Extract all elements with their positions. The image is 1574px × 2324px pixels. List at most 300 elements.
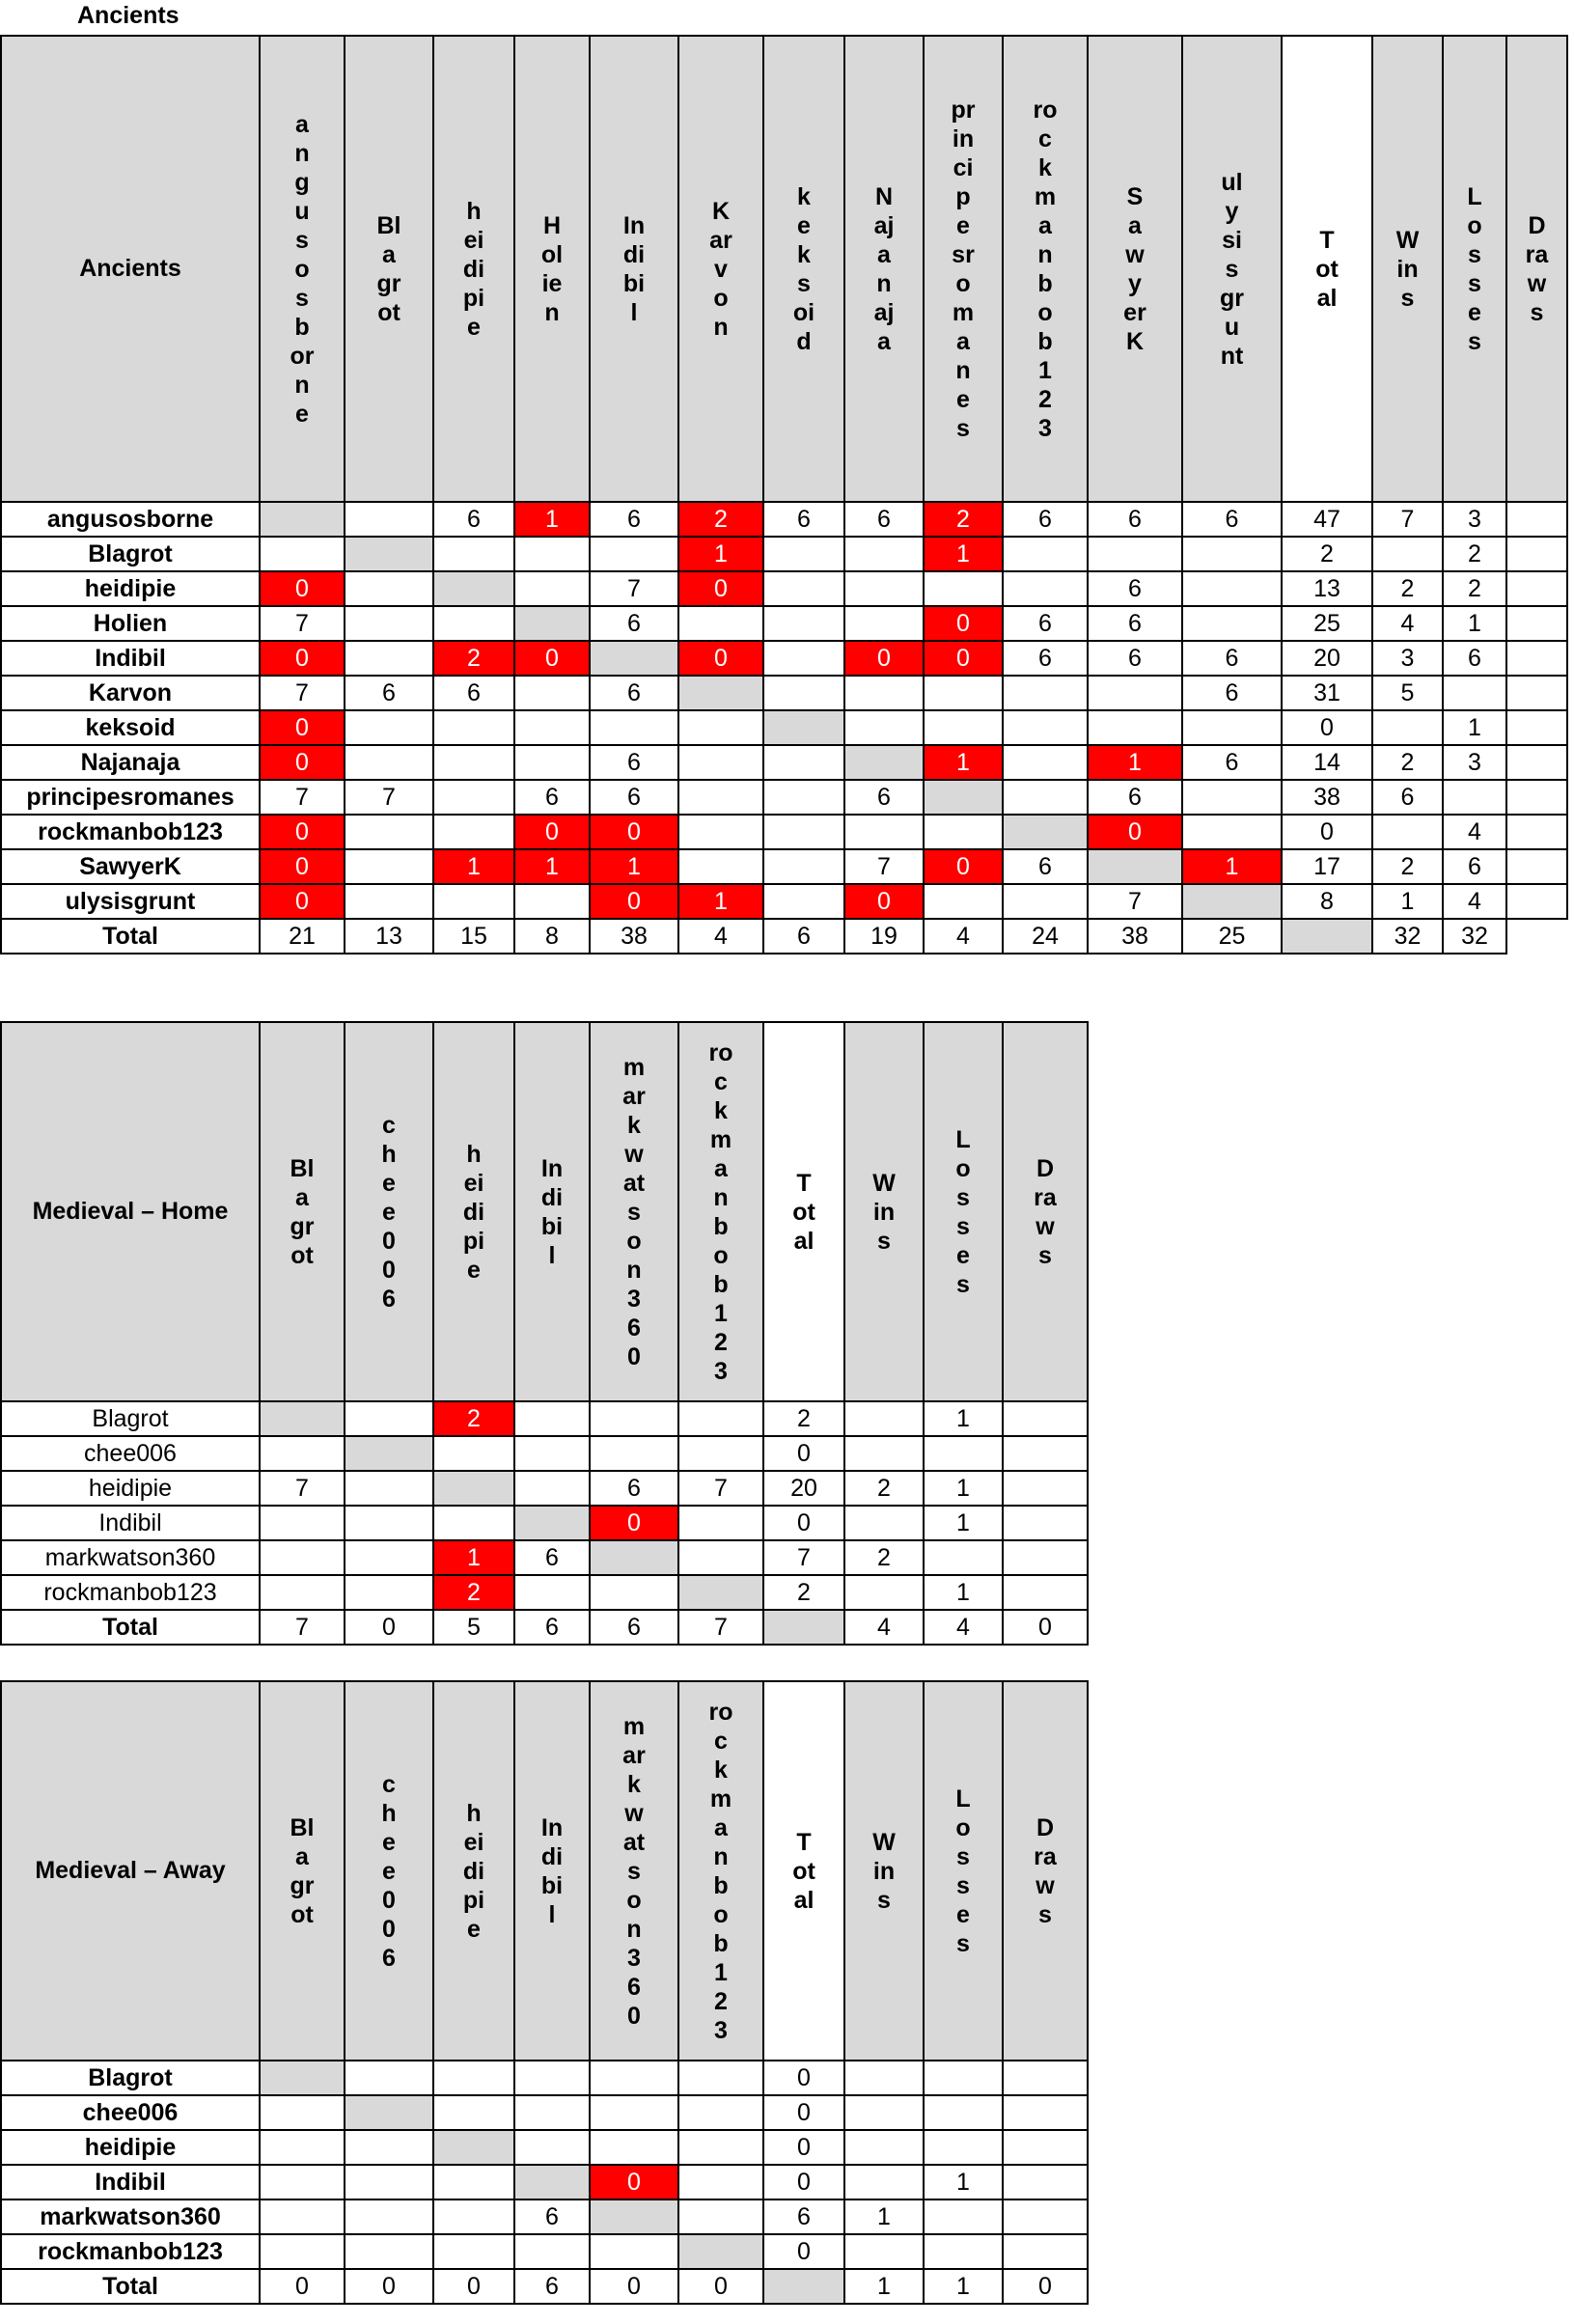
total-cell: 0 bbox=[763, 1436, 844, 1471]
losses-cell: 3 bbox=[1443, 502, 1506, 537]
score-cell bbox=[924, 815, 1003, 849]
score-cell bbox=[844, 571, 924, 606]
losses-cell bbox=[924, 1540, 1003, 1575]
draws-cell bbox=[1003, 1471, 1088, 1506]
column-total-cell: 32 bbox=[1372, 919, 1443, 954]
column-total-cell: 25 bbox=[1182, 919, 1282, 954]
col-header-label: Draws bbox=[1034, 1154, 1057, 1269]
row-player-name: Holien bbox=[1, 606, 260, 641]
score-cell bbox=[844, 676, 924, 710]
total-cell: 0 bbox=[763, 2234, 844, 2269]
col-header-label: Total bbox=[1315, 226, 1339, 312]
score-cell: 7 bbox=[345, 780, 433, 815]
table-row bbox=[1, 745, 1567, 780]
col-header-losses bbox=[924, 1022, 1003, 1401]
score-cell bbox=[1003, 537, 1088, 571]
table-title: Medieval – Home bbox=[1, 1022, 260, 1401]
draws-cell bbox=[1506, 745, 1567, 780]
score-cell: 2 bbox=[433, 641, 514, 676]
score-cell bbox=[433, 606, 514, 641]
score-cell: 0 bbox=[260, 710, 345, 745]
col-header-label: Wins bbox=[872, 1828, 896, 1914]
score-cell: 0 bbox=[260, 571, 345, 606]
col-header-losses bbox=[924, 1681, 1003, 2061]
col-header-label: Draws bbox=[1034, 1813, 1057, 1928]
score-cell: 6 bbox=[1003, 641, 1088, 676]
score-cell: 6 bbox=[1088, 502, 1182, 537]
col-header-wins bbox=[844, 1022, 924, 1401]
totals-row bbox=[1, 2269, 1088, 2304]
score-cell: 0 bbox=[590, 1506, 678, 1540]
wins-cell: 6 bbox=[1372, 780, 1443, 815]
totals-row bbox=[1, 1610, 1088, 1645]
score-cell bbox=[678, 2200, 763, 2234]
score-cell: 1 bbox=[590, 849, 678, 884]
wins-cell bbox=[844, 1401, 924, 1436]
col-header bbox=[345, 1022, 433, 1401]
score-cell bbox=[1003, 780, 1088, 815]
score-cell bbox=[678, 815, 763, 849]
total-cell: 7 bbox=[763, 1540, 844, 1575]
col-header bbox=[590, 1681, 678, 2061]
score-cell bbox=[590, 710, 678, 745]
score-cell bbox=[345, 606, 433, 641]
draws-cell bbox=[1003, 2234, 1088, 2269]
header-row bbox=[1, 1022, 1088, 1401]
table-row bbox=[1, 1471, 1088, 1506]
col-header bbox=[590, 36, 678, 502]
table-row bbox=[1, 2130, 1088, 2165]
score-cell: 1 bbox=[924, 537, 1003, 571]
score-cell: 6 bbox=[1182, 676, 1282, 710]
score-cell bbox=[590, 641, 678, 676]
score-cell: 6 bbox=[1088, 641, 1182, 676]
wins-cell bbox=[844, 2061, 924, 2095]
column-total-cell: 4 bbox=[924, 919, 1003, 954]
col-header-label: rockmanbob123 bbox=[708, 1698, 733, 2044]
score-cell: 1 bbox=[433, 849, 514, 884]
total-cell: 20 bbox=[763, 1471, 844, 1506]
column-total-cell: 4 bbox=[844, 1610, 924, 1645]
score-cell bbox=[678, 2095, 763, 2130]
wins-cell: 1 bbox=[1372, 884, 1443, 919]
row-player-name: chee006 bbox=[1, 1436, 260, 1471]
wins-cell: 1 bbox=[844, 2200, 924, 2234]
draws-cell bbox=[1506, 502, 1567, 537]
score-cell: 6 bbox=[1003, 849, 1088, 884]
score-cell: 6 bbox=[433, 676, 514, 710]
score-cell bbox=[514, 1436, 590, 1471]
score-cell bbox=[345, 537, 433, 571]
col-header-label: ulysisgrunt bbox=[1220, 168, 1244, 370]
draws-cell bbox=[1506, 571, 1567, 606]
column-total-cell: 7 bbox=[260, 1610, 345, 1645]
score-cell: 0 bbox=[924, 606, 1003, 641]
score-cell bbox=[678, 2130, 763, 2165]
draws-cell bbox=[1003, 2165, 1088, 2200]
table-row bbox=[1, 780, 1567, 815]
col-header-draws bbox=[1003, 1022, 1088, 1401]
column-total-cell: 0 bbox=[1003, 2269, 1088, 2304]
score-cell bbox=[1088, 676, 1182, 710]
score-cell: 1 bbox=[924, 745, 1003, 780]
score-cell: 6 bbox=[433, 502, 514, 537]
col-header-total bbox=[763, 1022, 844, 1401]
draws-cell bbox=[1003, 1506, 1088, 1540]
score-cell bbox=[590, 1540, 678, 1575]
score-cell bbox=[345, 571, 433, 606]
column-total-cell: 13 bbox=[345, 919, 433, 954]
table-row bbox=[1, 2234, 1088, 2269]
score-cell bbox=[844, 710, 924, 745]
score-cell: 1 bbox=[514, 502, 590, 537]
score-cell bbox=[590, 1401, 678, 1436]
column-total-cell: 0 bbox=[590, 2269, 678, 2304]
col-header-label: Blagrot bbox=[376, 211, 401, 326]
score-cell bbox=[678, 606, 763, 641]
row-player-name: Indibil bbox=[1, 641, 260, 676]
score-cell bbox=[1003, 815, 1088, 849]
column-total-cell: 0 bbox=[433, 2269, 514, 2304]
row-player-name: ulysisgrunt bbox=[1, 884, 260, 919]
table-row bbox=[1, 676, 1567, 710]
total-cell: 0 bbox=[763, 2165, 844, 2200]
table-row bbox=[1, 1506, 1088, 1540]
score-cell bbox=[260, 1506, 345, 1540]
score-cell: 0 bbox=[260, 641, 345, 676]
col-header-label: angusosborne bbox=[290, 110, 315, 428]
score-cell bbox=[678, 1575, 763, 1610]
col-header-label: keksoid bbox=[792, 182, 815, 355]
column-total-cell: 0 bbox=[345, 1610, 433, 1645]
score-cell bbox=[1003, 571, 1088, 606]
row-player-name: rockmanbob123 bbox=[1, 815, 260, 849]
row-player-name: Blagrot bbox=[1, 537, 260, 571]
table-row bbox=[1, 502, 1567, 537]
score-cell bbox=[345, 641, 433, 676]
score-cell bbox=[345, 2130, 433, 2165]
total-cell: 13 bbox=[1282, 571, 1372, 606]
score-cell bbox=[924, 884, 1003, 919]
score-cell bbox=[514, 1575, 590, 1610]
column-total-cell: 4 bbox=[678, 919, 763, 954]
score-cell: 1 bbox=[678, 537, 763, 571]
losses-cell: 1 bbox=[924, 1471, 1003, 1506]
score-cell bbox=[763, 815, 844, 849]
col-header-label: heidipie bbox=[462, 1140, 485, 1284]
score-cell: 0 bbox=[678, 571, 763, 606]
col-header-label: chee006 bbox=[381, 1770, 397, 1972]
score-cell bbox=[433, 815, 514, 849]
score-cell: 1 bbox=[514, 849, 590, 884]
col-header-label: Karvon bbox=[709, 197, 732, 341]
score-cell bbox=[763, 884, 844, 919]
score-cell: 0 bbox=[844, 641, 924, 676]
score-cell: 0 bbox=[514, 815, 590, 849]
score-cell bbox=[678, 1506, 763, 1540]
col-header bbox=[763, 36, 844, 502]
row-player-name: rockmanbob123 bbox=[1, 1575, 260, 1610]
score-cell bbox=[260, 537, 345, 571]
score-cell bbox=[1182, 780, 1282, 815]
score-cell bbox=[433, 745, 514, 780]
score-cell: 6 bbox=[590, 676, 678, 710]
total-cell: 6 bbox=[763, 2200, 844, 2234]
column-total-cell: 8 bbox=[514, 919, 590, 954]
col-header-total bbox=[763, 1681, 844, 2061]
column-total-cell: 38 bbox=[590, 919, 678, 954]
score-cell bbox=[1088, 710, 1182, 745]
col-header-label: Najanaja bbox=[873, 182, 895, 355]
row-player-name: Blagrot bbox=[1, 2061, 260, 2095]
score-cell bbox=[260, 1540, 345, 1575]
score-cell bbox=[763, 571, 844, 606]
wins-cell: 2 bbox=[844, 1540, 924, 1575]
score-cell bbox=[514, 2061, 590, 2095]
col-header bbox=[514, 1681, 590, 2061]
total-cell: 0 bbox=[1282, 815, 1372, 849]
col-header-label: Blagrot bbox=[290, 1154, 315, 1269]
score-cell bbox=[763, 641, 844, 676]
score-cell bbox=[590, 2200, 678, 2234]
row-player-name: Karvon bbox=[1, 676, 260, 710]
score-cell: 0 bbox=[844, 884, 924, 919]
losses-cell: 1 bbox=[924, 1401, 1003, 1436]
score-cell bbox=[1003, 884, 1088, 919]
table-row bbox=[1, 2165, 1088, 2200]
row-player-name: principesromanes bbox=[1, 780, 260, 815]
score-cell bbox=[763, 676, 844, 710]
score-cell bbox=[1182, 571, 1282, 606]
table-row bbox=[1, 2061, 1088, 2095]
score-cell bbox=[260, 1575, 345, 1610]
col-header bbox=[678, 36, 763, 502]
col-header bbox=[345, 36, 433, 502]
score-cell bbox=[844, 815, 924, 849]
wins-cell: 7 bbox=[1372, 502, 1443, 537]
score-cell: 7 bbox=[844, 849, 924, 884]
column-total-cell: 21 bbox=[260, 919, 345, 954]
col-header-label: chee006 bbox=[381, 1111, 397, 1313]
score-cell bbox=[260, 2234, 345, 2269]
score-cell bbox=[345, 1506, 433, 1540]
col-header-label: rockmanbob123 bbox=[708, 1038, 733, 1385]
score-cell bbox=[260, 2095, 345, 2130]
draws-cell bbox=[1506, 884, 1567, 919]
col-header-label: heidipie bbox=[462, 1799, 485, 1943]
wins-cell bbox=[844, 2234, 924, 2269]
col-header bbox=[433, 1022, 514, 1401]
score-cell bbox=[345, 2200, 433, 2234]
wins-cell: 2 bbox=[1372, 849, 1443, 884]
score-cell bbox=[433, 710, 514, 745]
wins-cell bbox=[844, 2165, 924, 2200]
medieval-home-table bbox=[0, 1021, 1089, 1646]
row-player-name: Najanaja bbox=[1, 745, 260, 780]
total-cell: 38 bbox=[1282, 780, 1372, 815]
score-cell bbox=[514, 1471, 590, 1506]
col-header-losses bbox=[1443, 36, 1506, 502]
row-player-name: heidipie bbox=[1, 571, 260, 606]
score-cell bbox=[1182, 710, 1282, 745]
score-cell bbox=[260, 2130, 345, 2165]
wins-cell: 4 bbox=[1372, 606, 1443, 641]
col-header-label: Draws bbox=[1525, 211, 1549, 326]
score-cell bbox=[433, 2165, 514, 2200]
table-title: Medieval – Away bbox=[1, 1681, 260, 2061]
column-total-cell: 38 bbox=[1088, 919, 1182, 954]
totals-label: Total bbox=[1, 2269, 260, 2304]
score-cell: 1 bbox=[433, 1540, 514, 1575]
col-header-total bbox=[1282, 36, 1372, 502]
score-cell: 0 bbox=[260, 884, 345, 919]
wins-cell bbox=[844, 1575, 924, 1610]
score-cell bbox=[345, 1436, 433, 1471]
col-header-label: principesromanes bbox=[951, 96, 976, 442]
table-row bbox=[1, 815, 1567, 849]
draws-cell bbox=[1003, 1575, 1088, 1610]
column-total-cell: 0 bbox=[1003, 1610, 1088, 1645]
score-cell bbox=[433, 2095, 514, 2130]
score-cell bbox=[844, 537, 924, 571]
score-cell bbox=[433, 537, 514, 571]
col-header-draws bbox=[1506, 36, 1567, 502]
score-cell: 6 bbox=[514, 1540, 590, 1575]
col-header-label: Total bbox=[792, 1828, 815, 1914]
col-header bbox=[514, 36, 590, 502]
table-row bbox=[1, 606, 1567, 641]
table-title: Ancients bbox=[1, 36, 260, 502]
draws-cell bbox=[1506, 710, 1567, 745]
score-cell bbox=[433, 780, 514, 815]
ancients-table bbox=[0, 35, 1568, 954]
losses-cell bbox=[924, 2061, 1003, 2095]
col-header bbox=[433, 1681, 514, 2061]
score-cell bbox=[763, 780, 844, 815]
score-cell bbox=[345, 710, 433, 745]
table-row bbox=[1, 537, 1567, 571]
col-header bbox=[514, 1022, 590, 1401]
score-cell bbox=[345, 1401, 433, 1436]
score-cell bbox=[763, 745, 844, 780]
column-total-cell bbox=[1282, 919, 1372, 954]
losses-cell: 4 bbox=[1443, 884, 1506, 919]
score-cell: 0 bbox=[924, 849, 1003, 884]
col-header-draws bbox=[1003, 1681, 1088, 2061]
score-cell bbox=[345, 745, 433, 780]
row-player-name: Indibil bbox=[1, 1506, 260, 1540]
score-cell: 6 bbox=[590, 780, 678, 815]
score-cell bbox=[260, 1436, 345, 1471]
score-cell bbox=[678, 745, 763, 780]
col-header bbox=[260, 1681, 345, 2061]
totals-label: Total bbox=[1, 1610, 260, 1645]
score-cell: 2 bbox=[433, 1401, 514, 1436]
score-cell: 0 bbox=[1088, 815, 1182, 849]
header-row bbox=[1, 36, 1567, 502]
score-cell bbox=[763, 537, 844, 571]
col-header bbox=[1182, 36, 1282, 502]
col-header-label: Losses bbox=[955, 1784, 971, 1957]
score-cell: 6 bbox=[1182, 502, 1282, 537]
column-total-cell: 19 bbox=[844, 919, 924, 954]
draws-cell bbox=[1003, 1436, 1088, 1471]
score-cell: 6 bbox=[590, 1471, 678, 1506]
sheet-caption: Ancients bbox=[77, 2, 179, 29]
losses-cell: 4 bbox=[1443, 815, 1506, 849]
score-cell bbox=[924, 676, 1003, 710]
col-header-label: Blagrot bbox=[290, 1813, 315, 1928]
score-cell: 7 bbox=[1088, 884, 1182, 919]
score-cell bbox=[1182, 606, 1282, 641]
score-cell bbox=[590, 2130, 678, 2165]
score-cell: 6 bbox=[1088, 780, 1182, 815]
totals-row bbox=[1, 919, 1567, 954]
score-cell: 2 bbox=[678, 502, 763, 537]
losses-cell: 1 bbox=[1443, 606, 1506, 641]
score-cell: 6 bbox=[844, 502, 924, 537]
wins-cell: 3 bbox=[1372, 641, 1443, 676]
score-cell bbox=[433, 2234, 514, 2269]
col-header-label: Losses bbox=[1467, 182, 1482, 355]
total-cell: 17 bbox=[1282, 849, 1372, 884]
score-cell bbox=[590, 1575, 678, 1610]
score-cell: 7 bbox=[590, 571, 678, 606]
draws-cell bbox=[1003, 1540, 1088, 1575]
table-row bbox=[1, 849, 1567, 884]
total-cell: 25 bbox=[1282, 606, 1372, 641]
table-row bbox=[1, 641, 1567, 676]
score-cell bbox=[260, 2200, 345, 2234]
column-total-cell: 0 bbox=[678, 2269, 763, 2304]
losses-cell: 2 bbox=[1443, 571, 1506, 606]
losses-cell: 1 bbox=[1443, 710, 1506, 745]
losses-cell: 1 bbox=[924, 2165, 1003, 2200]
score-cell bbox=[763, 606, 844, 641]
score-cell bbox=[678, 676, 763, 710]
wins-cell bbox=[844, 1506, 924, 1540]
score-cell: 6 bbox=[1003, 502, 1088, 537]
draws-cell bbox=[1003, 2061, 1088, 2095]
total-cell: 0 bbox=[763, 2130, 844, 2165]
score-cell bbox=[433, 1436, 514, 1471]
row-player-name: SawyerK bbox=[1, 849, 260, 884]
losses-cell: 6 bbox=[1443, 641, 1506, 676]
column-total-cell: 6 bbox=[590, 1610, 678, 1645]
score-cell: 7 bbox=[260, 676, 345, 710]
draws-cell bbox=[1003, 2200, 1088, 2234]
score-cell bbox=[345, 849, 433, 884]
score-cell: 6 bbox=[1003, 606, 1088, 641]
draws-cell bbox=[1506, 641, 1567, 676]
total-cell: 2 bbox=[763, 1575, 844, 1610]
losses-cell: 2 bbox=[1443, 537, 1506, 571]
score-cell: 2 bbox=[433, 1575, 514, 1610]
score-cell: 0 bbox=[260, 815, 345, 849]
table-row bbox=[1, 1436, 1088, 1471]
draws-cell bbox=[1003, 2095, 1088, 2130]
score-cell: 6 bbox=[590, 745, 678, 780]
score-cell: 7 bbox=[260, 780, 345, 815]
score-cell: 6 bbox=[514, 2200, 590, 2234]
score-cell bbox=[433, 2061, 514, 2095]
score-cell bbox=[345, 1471, 433, 1506]
total-cell: 0 bbox=[763, 2061, 844, 2095]
draws-cell bbox=[1003, 1401, 1088, 1436]
row-player-name: chee006 bbox=[1, 2095, 260, 2130]
score-cell bbox=[924, 571, 1003, 606]
score-cell: 0 bbox=[590, 884, 678, 919]
